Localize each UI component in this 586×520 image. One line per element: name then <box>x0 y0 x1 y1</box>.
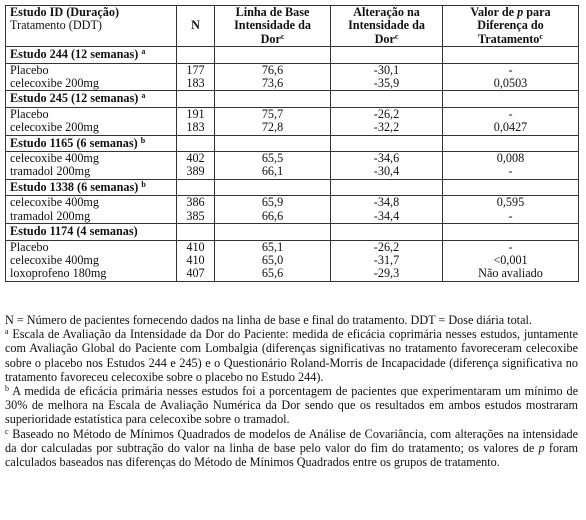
footnote-a-text: Escala de Avaliação da Intensidade da Dor do Paciente: medida de eficácia coprimária nesses estudos, juntamente com Avaliação Global do Paciente com Lombalgia (diferenças significativas no tratamento favoreceram celecoxibe sobre o placebo nos Estudos 244 e 245) e o Questionário Roland-Morris de Incapacidade (diferença significativa no tratamento favoreceu celecoxibe sobre o placebo no Estudo 244). <box>5 327 578 384</box>
header-baseline-l3: Dor <box>260 31 281 46</box>
study-header-empty-cell <box>177 47 215 63</box>
change-cell: -35,9 <box>331 77 443 91</box>
change-cell: -26,2 <box>331 240 443 254</box>
baseline-cell: 76,6 <box>215 63 331 77</box>
study-title-cell <box>6 224 177 240</box>
treatment-cell: tramadol 200mg <box>6 210 177 224</box>
study-header-empty-cell <box>215 47 331 63</box>
table-row <box>6 77 579 91</box>
header-baseline-l2: Intensidade da <box>234 18 311 33</box>
change-cell: -34,4 <box>331 210 443 224</box>
study-header-row <box>6 179 579 195</box>
n-cell: 407 <box>177 267 215 281</box>
study-header-empty-cell <box>177 224 215 240</box>
treatment-cell: Placebo <box>6 107 177 121</box>
n-cell: 410 <box>177 254 215 267</box>
table-row <box>6 196 579 210</box>
footnote-c-text-1: Baseado no Método de Mínimos Quadrados de modelos de Análise de Covariância, com alterações na intensidade da dor calculadas por subtração do valor na linha de base pelo valor do fim do tratamento; os valores de <box>5 426 578 455</box>
header-baseline-sup: c <box>280 31 285 41</box>
pvalue-cell: - <box>443 165 579 179</box>
header-pvalue <box>443 6 579 47</box>
study-header-empty-cell <box>443 179 579 195</box>
table-notes <box>5 313 578 469</box>
change-cell: -31,7 <box>331 254 443 267</box>
study-title: Estudo 245 (12 semanas) <box>10 91 139 106</box>
table-row <box>6 210 579 224</box>
study-title-sup: a <box>141 91 146 101</box>
change-cell: -32,2 <box>331 121 443 135</box>
baseline-cell: 72,8 <box>215 121 331 135</box>
treatment-cell: celecoxibe 400mg <box>6 152 177 166</box>
change-cell: -26,2 <box>331 107 443 121</box>
table-row <box>6 107 579 121</box>
pvalue-cell: - <box>443 240 579 254</box>
header-treatment-label: Tratamento (DDT) <box>10 18 102 33</box>
header-study-label: Estudo ID (Duração) <box>10 5 120 19</box>
header-pvalue-p: p <box>517 5 524 19</box>
study-header-empty-cell <box>443 91 579 107</box>
study-header-empty-cell <box>215 91 331 107</box>
n-cell: 385 <box>177 210 215 224</box>
study-header-empty-cell <box>443 47 579 63</box>
study-header-row <box>6 135 579 151</box>
footnote-b <box>5 384 578 427</box>
header-pvalue-l1b: para <box>523 5 551 19</box>
header-change-l1: Alteração na <box>353 5 420 19</box>
pvalue-cell: 0,0503 <box>443 77 579 91</box>
change-cell: -34,8 <box>331 196 443 210</box>
study-header-empty-cell <box>215 224 331 240</box>
treatment-cell: Placebo <box>6 240 177 254</box>
study-header-empty-cell <box>331 224 443 240</box>
header-baseline-l1: Linha de Base <box>235 5 310 19</box>
study-title-sup: b <box>141 179 146 189</box>
header-pvalue-l1a: Valor de <box>470 5 518 19</box>
pvalue-cell: <0,001 <box>443 254 579 267</box>
study-header-empty-cell <box>331 47 443 63</box>
study-title: Estudo 1174 (4 semanas) <box>10 224 138 239</box>
footnote-a <box>5 327 578 384</box>
study-header-row <box>6 47 579 63</box>
study-header-empty-cell <box>331 179 443 195</box>
pvalue-cell: - <box>443 107 579 121</box>
study-title-cell <box>6 135 177 151</box>
treatment-cell: loxoprofeno 180mg <box>6 267 177 281</box>
baseline-cell: 65,1 <box>215 240 331 254</box>
study-header-row <box>6 224 579 240</box>
study-header-empty-cell <box>177 135 215 151</box>
pvalue-cell: - <box>443 210 579 224</box>
baseline-cell: 75,7 <box>215 107 331 121</box>
n-cell: 389 <box>177 165 215 179</box>
table-row <box>6 240 579 254</box>
study-header-row <box>6 91 579 107</box>
change-cell: -30,1 <box>331 63 443 77</box>
table-row <box>6 121 579 135</box>
treatment-cell: Placebo <box>6 63 177 77</box>
n-cell: 191 <box>177 107 215 121</box>
treatment-cell: tramadol 200mg <box>6 165 177 179</box>
note-main: N = Número de pacientes fornecendo dados na linha de base e final do tratamento. DDT = Dose diária total. <box>5 313 532 327</box>
footnote-c-p: p <box>538 440 545 455</box>
study-header-empty-cell <box>443 224 579 240</box>
table-row <box>6 63 579 77</box>
study-title-cell <box>6 179 177 195</box>
table-row <box>6 267 579 281</box>
pvalue-cell: 0,008 <box>443 152 579 166</box>
header-change <box>331 6 443 47</box>
baseline-cell: 65,0 <box>215 254 331 267</box>
header-pvalue-l2: Diferença do <box>477 18 544 33</box>
header-change-sup: c <box>394 31 399 41</box>
baseline-cell: 65,9 <box>215 196 331 210</box>
study-title-cell <box>6 91 177 107</box>
header-change-l3: Dor <box>374 31 395 46</box>
footnote-b-mark: b <box>5 384 9 394</box>
study-header-empty-cell <box>177 179 215 195</box>
footnote-b-text: A medida de eficácia primária nesses estudos foi a porcentagem de pacientes que experimentaram um mínimo de 30% de melhora na Escala de Avaliação Numérica da Dor sendo que os resultados em ambos estudos mostraram superioridade estatística para celecoxibe sobre o tramadol. <box>5 384 578 427</box>
header-pvalue-l3: Tratamento <box>478 31 540 46</box>
n-cell: 183 <box>177 121 215 135</box>
study-title: Estudo 244 (12 semanas) <box>10 47 139 62</box>
footnote-a-mark: a <box>5 327 9 337</box>
baseline-cell: 66,1 <box>215 165 331 179</box>
pvalue-cell: - <box>443 63 579 77</box>
change-cell: -34,6 <box>331 152 443 166</box>
footnote-c-mark: c <box>5 426 9 436</box>
header-study-treatment <box>6 6 177 47</box>
study-title: Estudo 1338 (6 semanas) <box>10 179 139 194</box>
baseline-cell: 66,6 <box>215 210 331 224</box>
change-cell: -30,4 <box>331 165 443 179</box>
n-cell: 386 <box>177 196 215 210</box>
footnote-c-text-2: foram calculados baseados nas diferenças do Método de Mínimos Quadrados entre os grupos de tratamento. <box>5 440 578 470</box>
table-row <box>6 254 579 267</box>
study-header-empty-cell <box>215 135 331 151</box>
results-table <box>5 5 579 282</box>
n-cell: 402 <box>177 152 215 166</box>
study-title: Estudo 1165 (6 semanas) <box>10 135 138 150</box>
baseline-cell: 65,5 <box>215 152 331 166</box>
baseline-cell: 65,6 <box>215 267 331 281</box>
table-header-row <box>6 6 579 47</box>
n-cell: 183 <box>177 77 215 91</box>
change-cell: -29,3 <box>331 267 443 281</box>
pvalue-cell: Não avaliado <box>443 267 579 281</box>
table-row <box>6 152 579 166</box>
study-header-empty-cell <box>177 91 215 107</box>
header-baseline <box>215 6 331 47</box>
header-pvalue-sup: c <box>539 31 543 41</box>
header-change-l2: Intensidade da <box>348 18 425 33</box>
study-header-empty-cell <box>331 91 443 107</box>
n-cell: 410 <box>177 240 215 254</box>
footnote-c <box>5 427 578 470</box>
study-title-sup: b <box>140 135 146 145</box>
study-header-empty-cell <box>331 135 443 151</box>
study-title-cell <box>6 47 177 63</box>
treatment-cell: celecoxibe 400mg <box>6 254 177 267</box>
pvalue-cell: 0,595 <box>443 196 579 210</box>
treatment-cell: celecoxibe 200mg <box>6 77 177 91</box>
baseline-cell: 73,6 <box>215 77 331 91</box>
pvalue-cell: 0,0427 <box>443 121 579 135</box>
n-cell: 177 <box>177 63 215 77</box>
header-n: N <box>177 6 215 47</box>
treatment-cell: celecoxibe 400mg <box>6 196 177 210</box>
study-header-empty-cell <box>443 135 579 151</box>
study-header-empty-cell <box>215 179 331 195</box>
table-row <box>6 165 579 179</box>
study-title-sup: a <box>141 47 146 57</box>
treatment-cell: celecoxibe 200mg <box>6 121 177 135</box>
